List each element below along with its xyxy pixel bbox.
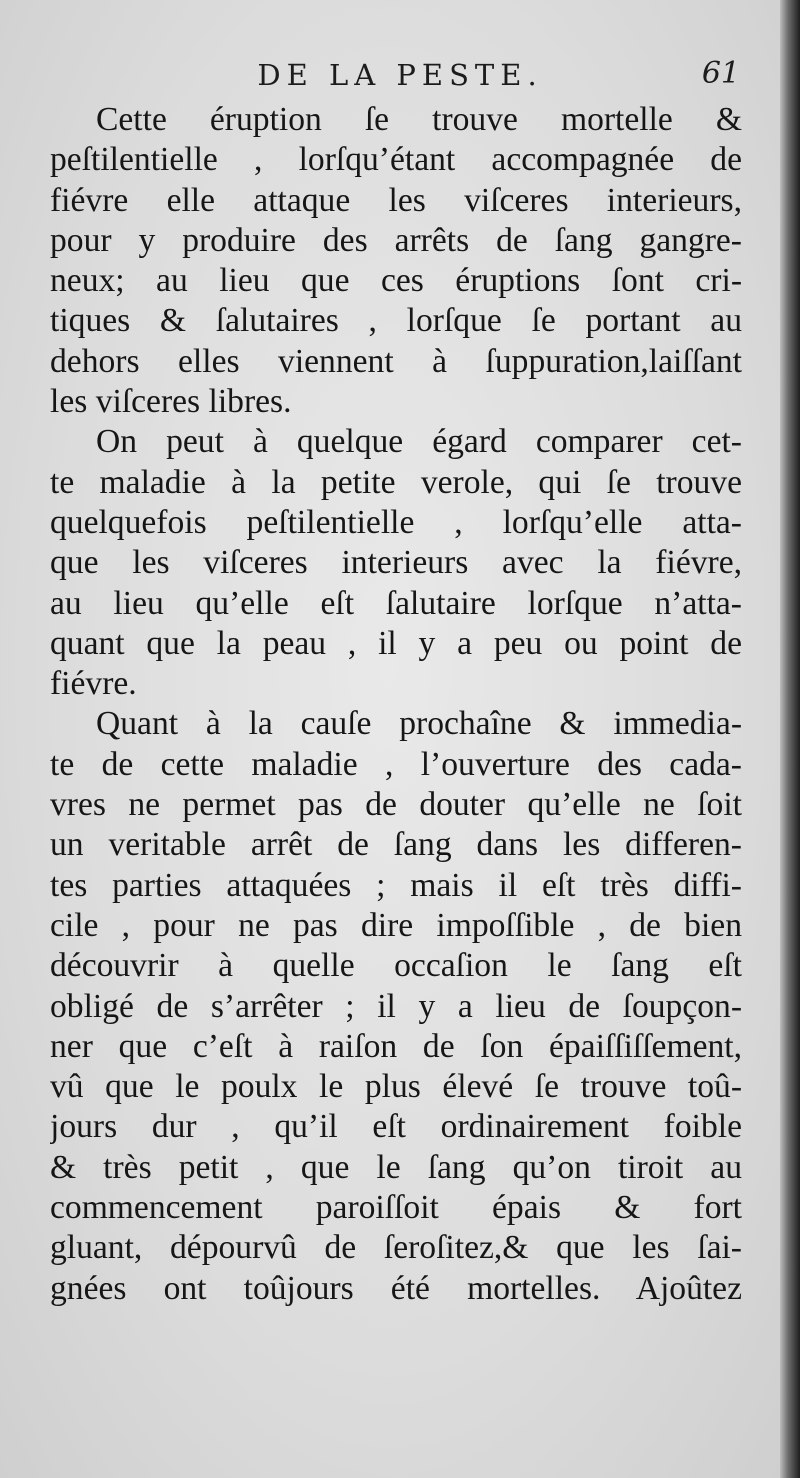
text-line: On peut à quelque égard comparer cet-: [96, 423, 742, 461]
text-line: te de cette maladie , l’ouverture des cada-: [50, 745, 742, 783]
text-line: gluant, dépourvû de ſeroſitez,& que les ſai-: [50, 1229, 742, 1267]
text-line: tiques & ſalutaires , lorſque ſe portant au: [50, 302, 742, 340]
text-line: pour y produire des arrêts de ſang gangre-: [50, 221, 742, 259]
text-line: fiévre.: [50, 665, 137, 703]
page-gutter-shadow: [780, 0, 800, 1478]
paragraph: [50, 100, 742, 422]
text-line: Cette éruption ſe trouve mortelle &: [96, 101, 742, 138]
paragraph: [50, 422, 742, 704]
text-line: vres ne permet pas de douter qu’elle ne ſoit: [50, 786, 742, 824]
text-line: Quant à la cauſe prochaîne & immedia-: [96, 705, 742, 743]
text-line: dehors elles viennent à ſuppuration,laiſſant: [50, 342, 742, 380]
text-line: que les viſceres interieurs avec la fiévre,: [50, 544, 742, 582]
page-header: [60, 52, 740, 98]
body-text: [50, 100, 742, 1309]
text-line: cile , pour ne pas dire impoſſible , de bien: [50, 906, 742, 944]
text-line: peſtilentielle , lorſqu’étant accompagnée de: [50, 141, 742, 179]
text-line: jours dur , qu’il eſt ordinairement foible: [50, 1108, 742, 1146]
text-line: obligé de s’arrêter ; il y a lieu de ſoupçon-: [50, 987, 742, 1025]
text-line: fiévre elle attaque les viſceres interieurs,: [50, 181, 742, 219]
text-line: au lieu qu’elle eſt ſalutaire lorſque n’atta-: [50, 584, 742, 622]
running-title: DE LA PESTE.: [257, 58, 543, 92]
text-line: vû que le poulx le plus élevé ſe trouve toû-: [50, 1068, 742, 1106]
text-line: gnées ont toûjours été mortelles. Ajoûtez: [50, 1269, 742, 1307]
text-line: les viſceres libres.: [50, 383, 292, 421]
paragraph: [50, 704, 742, 1308]
page-number: 61: [701, 56, 740, 91]
text-line: ner que c’eſt à raiſon de ſon épaiſſiſſement,: [50, 1027, 742, 1065]
text-line: neux; au lieu que ces éruptions ſont cri-: [50, 262, 742, 300]
text-line: quelquefois peſtilentielle , lorſqu’elle atta-: [50, 503, 742, 541]
text-line: & très petit , que le ſang qu’on tiroit au: [50, 1148, 742, 1186]
text-line: tes parties attaquées ; mais il eſt très diffi-: [50, 866, 742, 904]
text-line: commencement paroiſſoit épais & fort: [50, 1189, 742, 1227]
text-line: te maladie à la petite verole, qui ſe trouve: [50, 463, 742, 501]
text-line: découvrir à quelle occaſion le ſang eſt: [50, 947, 742, 985]
text-line: quant que la peau , il y a peu ou point de: [50, 624, 742, 662]
text-line: un veritable arrêt de ſang dans les differen-: [50, 826, 742, 864]
